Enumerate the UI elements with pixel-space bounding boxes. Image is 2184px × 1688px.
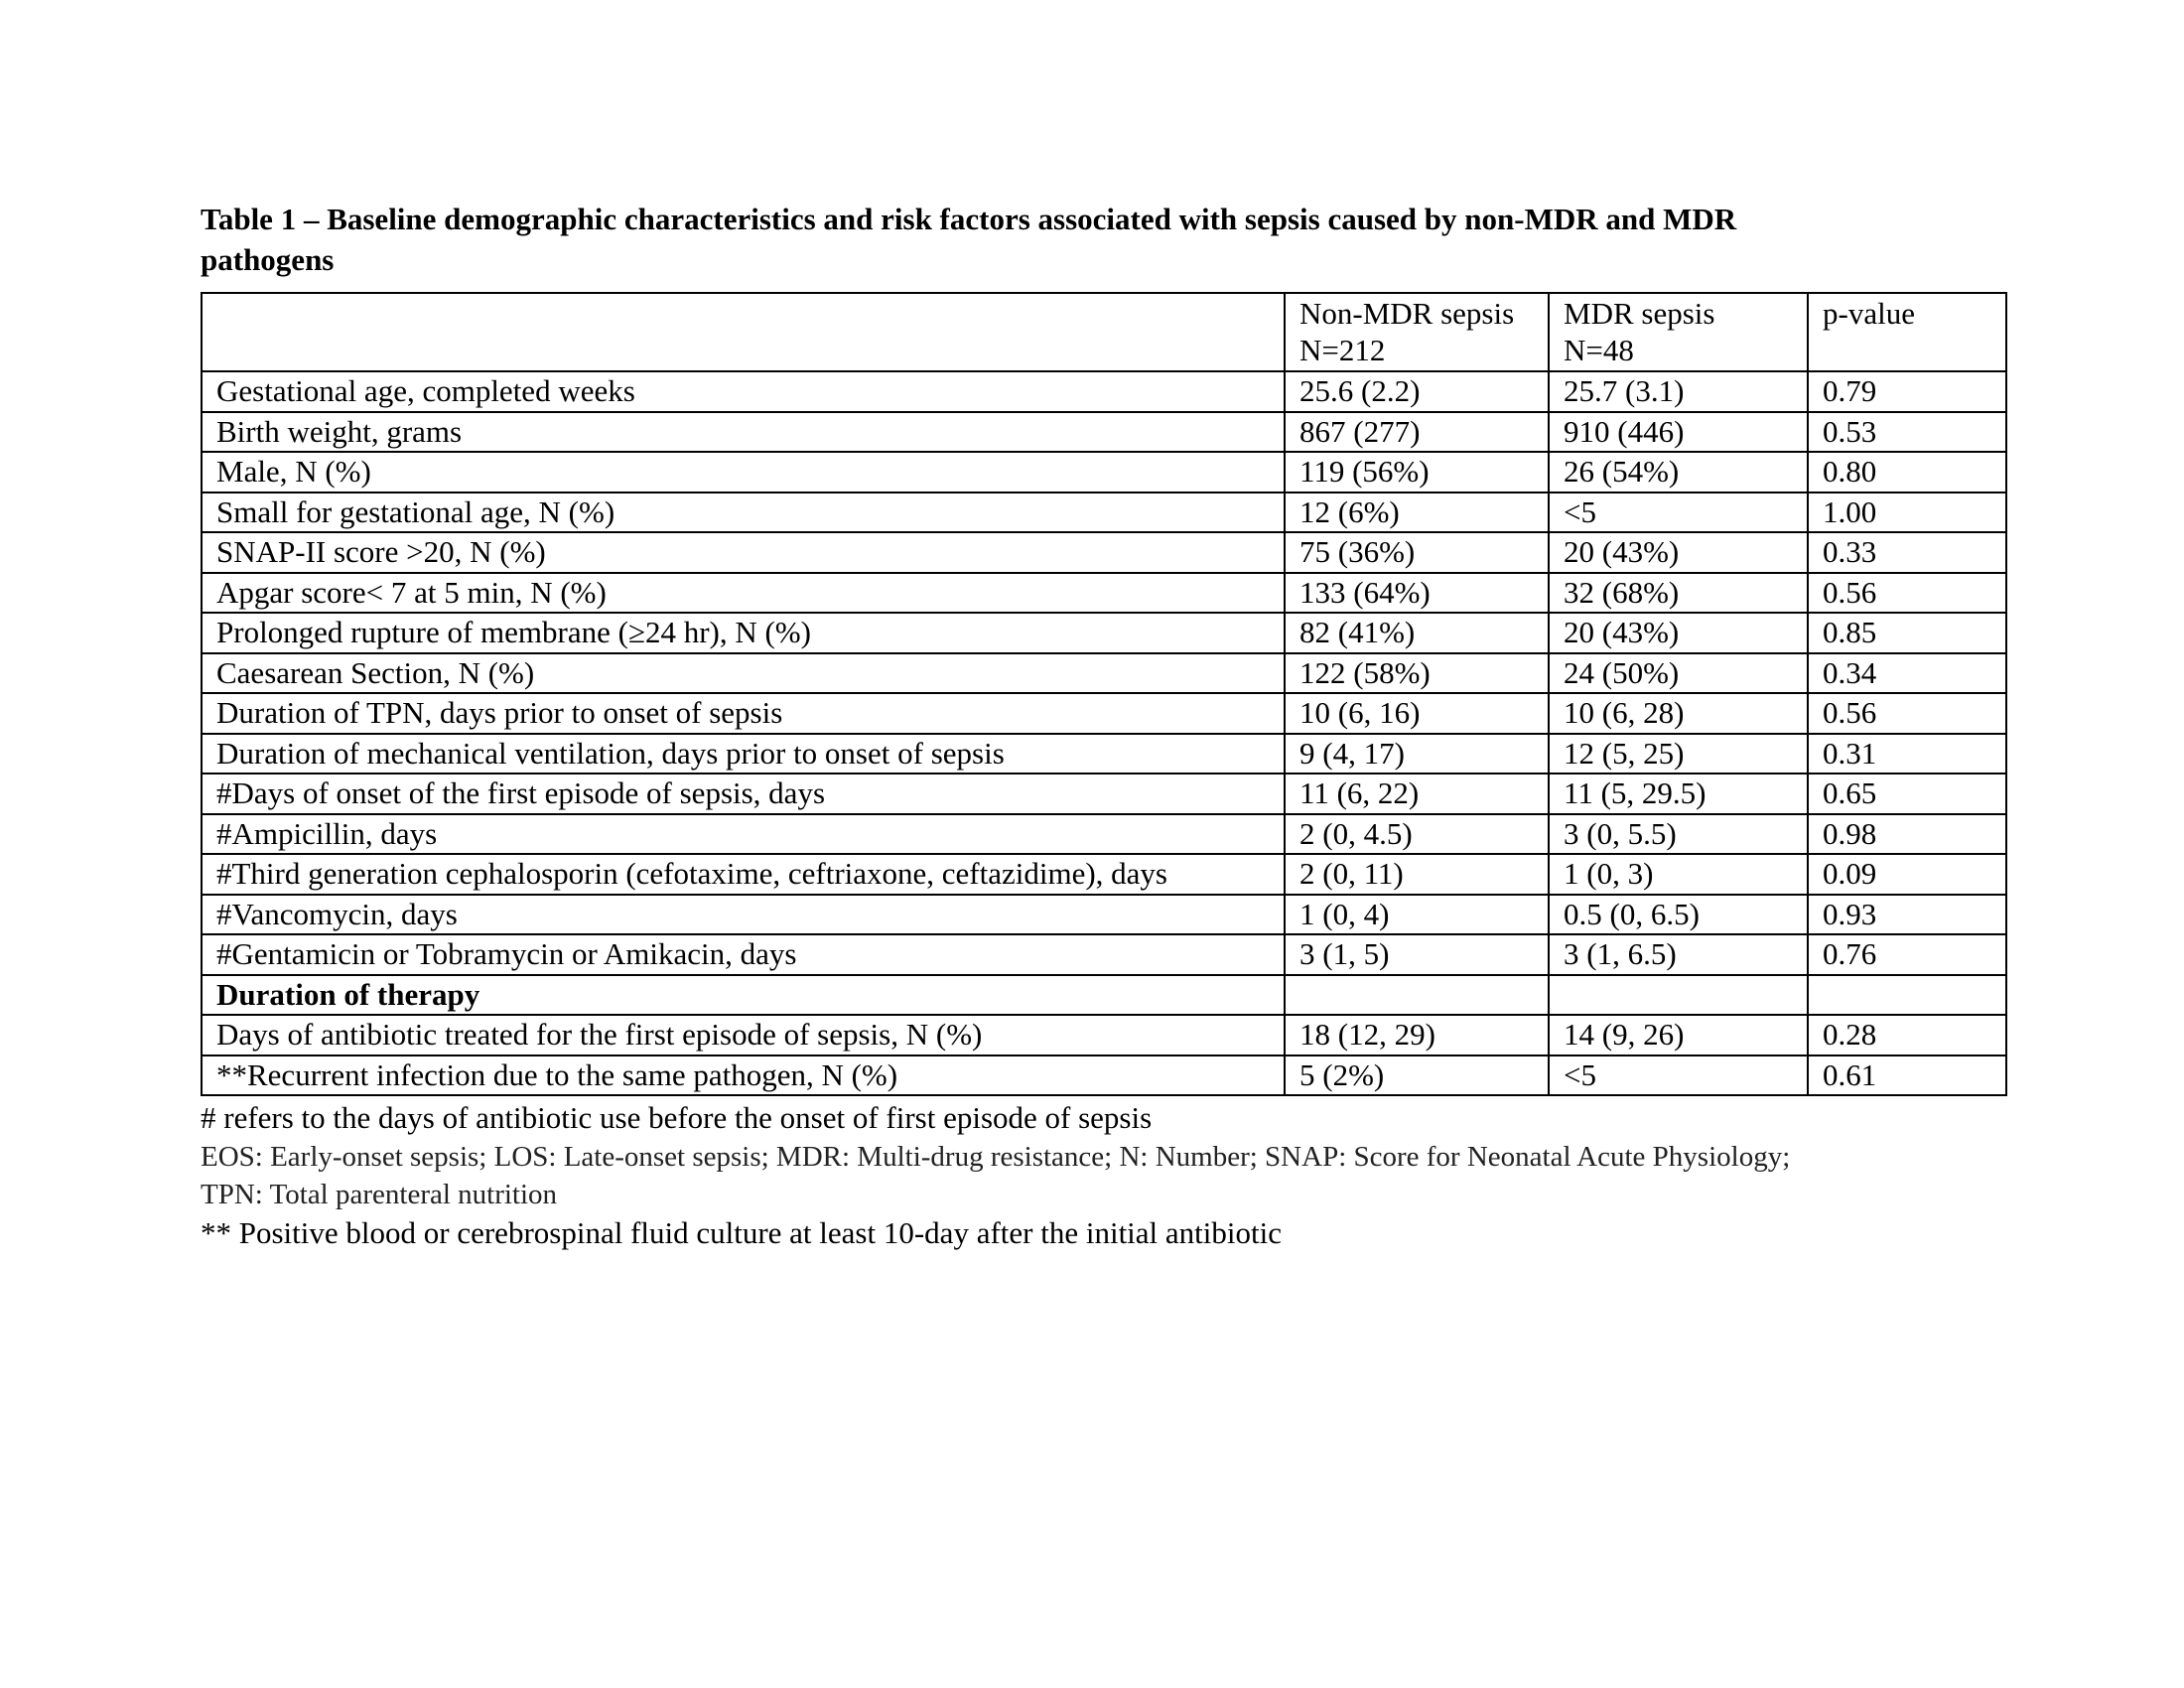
- mdr-value-cell: <5: [1549, 1055, 1808, 1096]
- non-mdr-value-cell: 122 (58%): [1285, 653, 1549, 694]
- non-mdr-value-cell: 133 (64%): [1285, 573, 1549, 614]
- p-value-cell: 0.28: [1808, 1015, 2006, 1055]
- p-value-cell: 0.53: [1808, 412, 2006, 453]
- p-value-cell: 1.00: [1808, 492, 2006, 533]
- header-p-value-label: p-value: [1823, 296, 1915, 331]
- non-mdr-value-cell: 10 (6, 16): [1285, 693, 1549, 734]
- p-value-cell: 0.65: [1808, 774, 2006, 814]
- p-value-cell: 0.31: [1808, 734, 2006, 774]
- row-label-cell: Duration of mechanical ventilation, days prior to onset of sepsis: [202, 734, 1285, 774]
- row-label-cell: Male, N (%): [202, 452, 1285, 492]
- p-value-cell: 0.80: [1808, 452, 2006, 492]
- table-header-row: [202, 293, 2006, 371]
- table-row: [202, 412, 2006, 453]
- section-label-duration-of-therapy: Duration of therapy: [202, 975, 1285, 1016]
- header-mdr-label: MDR sepsis: [1564, 296, 1715, 331]
- non-mdr-value-cell: 1 (0, 4): [1285, 895, 1549, 935]
- p-value-cell: 0.76: [1808, 934, 2006, 975]
- table-row: [202, 854, 2006, 895]
- mdr-value-cell: 0.5 (0, 6.5): [1549, 895, 1808, 935]
- mdr-value-cell: 910 (446): [1549, 412, 1808, 453]
- footnote-abbreviations-line-1: EOS: Early-onset sepsis; LOS: Late-onset sepsis; MDR: Multi-drug resistance; N: Number; SNAP: Score for Neonatal Acute Physiology;: [201, 1141, 1791, 1173]
- table-row: [202, 492, 2006, 533]
- mdr-value-cell: 20 (43%): [1549, 532, 1808, 573]
- caption-line-2: pathogens: [201, 242, 335, 277]
- table-row: [202, 774, 2006, 814]
- non-mdr-value-cell: 18 (12, 29): [1285, 1015, 1549, 1055]
- table-footnotes: [201, 1098, 2007, 1253]
- document-page: [201, 199, 2007, 1253]
- empty-cell: [1285, 975, 1549, 1016]
- table-row: [202, 734, 2006, 774]
- non-mdr-value-cell: 11 (6, 22): [1285, 774, 1549, 814]
- row-label-cell: #Ampicillin, days: [202, 814, 1285, 855]
- empty-cell: [1808, 975, 2006, 1016]
- non-mdr-value-cell: 2 (0, 11): [1285, 854, 1549, 895]
- table-row: [202, 452, 2006, 492]
- header-non-mdr-label: Non-MDR sepsis: [1299, 296, 1515, 331]
- section-header-row: [202, 975, 2006, 1016]
- p-value-cell: 0.09: [1808, 854, 2006, 895]
- table-row: [202, 613, 2006, 653]
- baseline-characteristics-table: [201, 292, 2007, 1096]
- mdr-value-cell: 3 (1, 6.5): [1549, 934, 1808, 975]
- row-label-cell: Gestational age, completed weeks: [202, 371, 1285, 412]
- table-row: [202, 934, 2006, 975]
- mdr-value-cell: 32 (68%): [1549, 573, 1808, 614]
- header-non-mdr-n: N=212: [1299, 333, 1386, 367]
- non-mdr-value-cell: 2 (0, 4.5): [1285, 814, 1549, 855]
- mdr-value-cell: 12 (5, 25): [1549, 734, 1808, 774]
- mdr-value-cell: 26 (54%): [1549, 452, 1808, 492]
- table-row: [202, 1055, 2006, 1096]
- row-label-cell: #Vancomycin, days: [202, 895, 1285, 935]
- table-row: [202, 532, 2006, 573]
- row-label-cell: Caesarean Section, N (%): [202, 653, 1285, 694]
- non-mdr-value-cell: 119 (56%): [1285, 452, 1549, 492]
- row-label-cell: Duration of TPN, days prior to onset of sepsis: [202, 693, 1285, 734]
- p-value-cell: 0.56: [1808, 693, 2006, 734]
- row-label-cell: Small for gestational age, N (%): [202, 492, 1285, 533]
- mdr-value-cell: 25.7 (3.1): [1549, 371, 1808, 412]
- header-cell-non-mdr: [1285, 293, 1549, 371]
- mdr-value-cell: 11 (5, 29.5): [1549, 774, 1808, 814]
- p-value-cell: 0.98: [1808, 814, 2006, 855]
- mdr-value-cell: 14 (9, 26): [1549, 1015, 1808, 1055]
- row-label-cell: #Days of onset of the first episode of sepsis, days: [202, 774, 1285, 814]
- row-label-cell: Birth weight, grams: [202, 412, 1285, 453]
- header-cell-variable: [202, 293, 1285, 371]
- footnote-double-star: ** Positive blood or cerebrospinal fluid culture at least 10-day after the initial antibiotic: [201, 1215, 1282, 1250]
- non-mdr-value-cell: 867 (277): [1285, 412, 1549, 453]
- non-mdr-value-cell: 9 (4, 17): [1285, 734, 1549, 774]
- p-value-cell: 0.56: [1808, 573, 2006, 614]
- header-cell-p-value: [1808, 293, 2006, 371]
- header-cell-mdr: [1549, 293, 1808, 371]
- p-value-cell: 0.93: [1808, 895, 2006, 935]
- mdr-value-cell: 1 (0, 3): [1549, 854, 1808, 895]
- row-label-cell: Days of antibiotic treated for the first episode of sepsis, N (%): [202, 1015, 1285, 1055]
- p-value-cell: 0.85: [1808, 613, 2006, 653]
- table-row: [202, 895, 2006, 935]
- footnote-abbreviations-line-2: TPN: Total parenteral nutrition: [201, 1179, 558, 1210]
- row-label-cell: SNAP-II score >20, N (%): [202, 532, 1285, 573]
- table-row: [202, 653, 2006, 694]
- row-label-cell: **Recurrent infection due to the same pathogen, N (%): [202, 1055, 1285, 1096]
- non-mdr-value-cell: 82 (41%): [1285, 613, 1549, 653]
- table-row: [202, 573, 2006, 614]
- empty-cell: [1549, 975, 1808, 1016]
- row-label-cell: #Gentamicin or Tobramycin or Amikacin, days: [202, 934, 1285, 975]
- p-value-cell: 0.79: [1808, 371, 2006, 412]
- mdr-value-cell: 3 (0, 5.5): [1549, 814, 1808, 855]
- table-row: [202, 1015, 2006, 1055]
- caption-line-1: Table 1 – Baseline demographic characteristics and risk factors associated with sepsis caused by non-MDR and MDR: [201, 202, 1737, 236]
- mdr-value-cell: 20 (43%): [1549, 613, 1808, 653]
- row-label-cell: #Third generation cephalosporin (cefotaxime, ceftriaxone, ceftazidime), days: [202, 854, 1285, 895]
- non-mdr-value-cell: 75 (36%): [1285, 532, 1549, 573]
- header-mdr-n: N=48: [1564, 333, 1634, 367]
- mdr-value-cell: <5: [1549, 492, 1808, 533]
- row-label-cell: Prolonged rupture of membrane (≥24 hr), N (%): [202, 613, 1285, 653]
- non-mdr-value-cell: 3 (1, 5): [1285, 934, 1549, 975]
- p-value-cell: 0.61: [1808, 1055, 2006, 1096]
- p-value-cell: 0.34: [1808, 653, 2006, 694]
- footnote-hash: # refers to the days of antibiotic use before the onset of first episode of sepsis: [201, 1100, 1153, 1135]
- row-label-cell: Apgar score< 7 at 5 min, N (%): [202, 573, 1285, 614]
- table-row: [202, 814, 2006, 855]
- table-row: [202, 693, 2006, 734]
- non-mdr-value-cell: 12 (6%): [1285, 492, 1549, 533]
- non-mdr-value-cell: 25.6 (2.2): [1285, 371, 1549, 412]
- mdr-value-cell: 10 (6, 28): [1549, 693, 1808, 734]
- p-value-cell: 0.33: [1808, 532, 2006, 573]
- mdr-value-cell: 24 (50%): [1549, 653, 1808, 694]
- non-mdr-value-cell: 5 (2%): [1285, 1055, 1549, 1096]
- table-row: [202, 371, 2006, 412]
- table-caption: [201, 199, 2007, 280]
